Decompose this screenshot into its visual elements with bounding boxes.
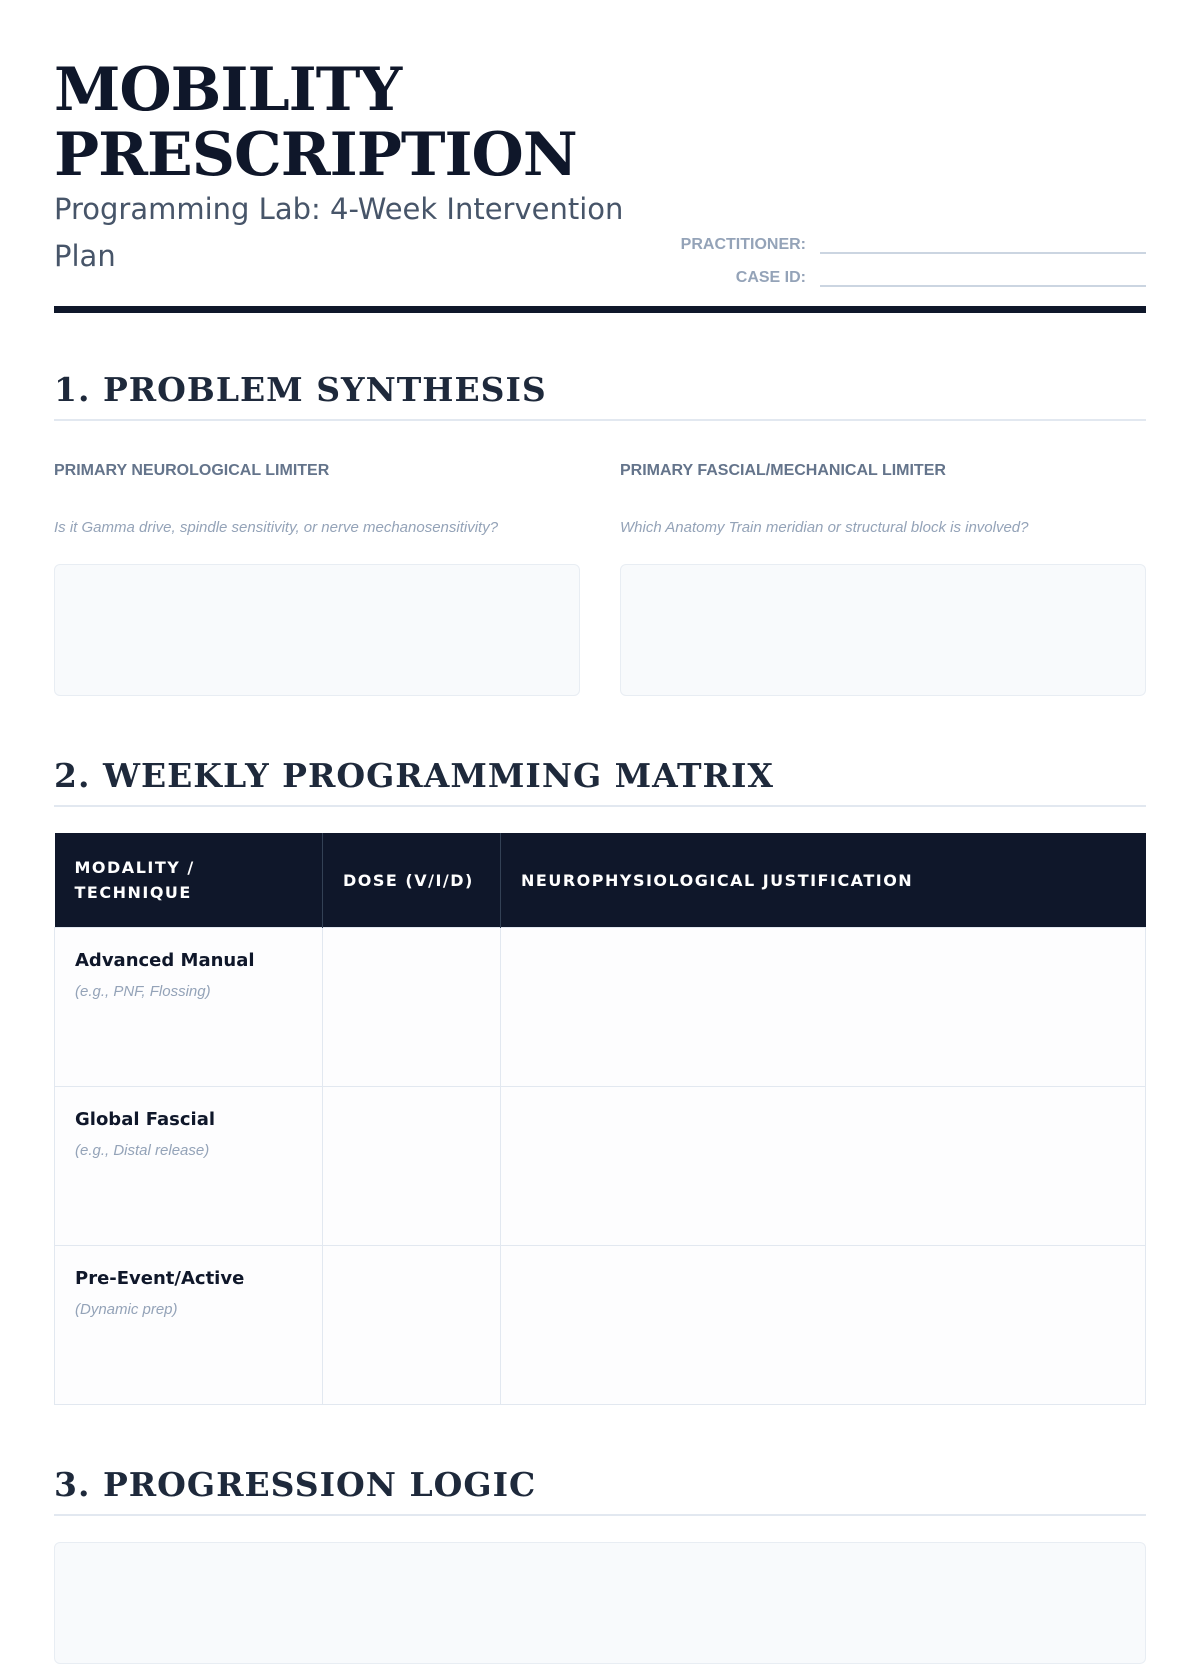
case-id-field[interactable] xyxy=(820,265,1146,287)
modality-name: Pre-Event/Active xyxy=(75,1268,245,1289)
document-subtitle: Programming Lab: 4-Week Intervention Plan xyxy=(54,192,624,273)
progression-logic-input[interactable] xyxy=(54,1542,1146,1664)
title-line-1: MOBILITY xyxy=(54,55,402,125)
fascial-limiter xyxy=(620,461,1146,696)
header-divider xyxy=(54,306,1146,313)
case-id-row xyxy=(676,255,1146,288)
header-justification: NEUROPHYSIOLOGICAL JUSTIFICATION xyxy=(501,833,1146,928)
matrix-header-row xyxy=(55,833,1146,928)
modality-hint: (e.g., PNF, Flossing) xyxy=(75,983,211,1000)
header-dose: DOSE (V/I/D) xyxy=(323,833,501,928)
neuro-limiter-label: PRIMARY NEUROLOGICAL LIMITER xyxy=(54,462,330,479)
section-title-problem-synthesis: 1. PROBLEM SYNTHESIS xyxy=(54,370,1146,421)
justification-cell[interactable] xyxy=(501,1087,1146,1246)
document-header xyxy=(54,0,1146,314)
neuro-limiter-hint: Is it Gamma drive, spindle sensitivity, or nerve mechanosensitivity? xyxy=(54,519,499,536)
title-line-2: PRESCRIPTION xyxy=(54,120,577,190)
problem-synthesis xyxy=(54,461,1146,696)
meta-fields xyxy=(676,222,1146,288)
modality-hint: (e.g., Distal release) xyxy=(75,1142,210,1159)
section-title-progression: 3. PROGRESSION LOGIC xyxy=(54,1465,1146,1516)
justification-cell[interactable] xyxy=(501,928,1146,1087)
practitioner-field[interactable] xyxy=(820,232,1146,254)
modality-name: Global Fascial xyxy=(75,1109,216,1130)
neuro-limiter xyxy=(54,461,580,696)
fascial-limiter-hint: Which Anatomy Train meridian or structural block is involved? xyxy=(620,519,1029,536)
table-row xyxy=(55,1246,1146,1405)
practitioner-row xyxy=(676,222,1146,255)
table-row xyxy=(55,1087,1146,1246)
dose-cell[interactable] xyxy=(323,1087,501,1246)
neuro-limiter-input[interactable] xyxy=(54,564,580,696)
modality-hint: (Dynamic prep) xyxy=(75,1301,178,1318)
fascial-limiter-label: PRIMARY FASCIAL/MECHANICAL LIMITER xyxy=(620,462,946,479)
case-id-label: CASE ID: xyxy=(735,269,806,286)
modality-cell xyxy=(55,1246,323,1405)
programming-matrix xyxy=(54,833,1146,1405)
dose-cell[interactable] xyxy=(323,928,501,1087)
justification-cell[interactable] xyxy=(501,1246,1146,1405)
document-title xyxy=(54,55,577,190)
modality-cell xyxy=(55,1087,323,1246)
fascial-limiter-input[interactable] xyxy=(620,564,1146,696)
modality-name: Advanced Manual xyxy=(75,950,255,971)
section-title-matrix: 2. WEEKLY PROGRAMMING MATRIX xyxy=(54,756,1146,807)
practitioner-label: PRACTITIONER: xyxy=(680,236,806,253)
dose-cell[interactable] xyxy=(323,1246,501,1405)
header-modality: MODALITY / TECHNIQUE xyxy=(55,833,323,928)
modality-cell xyxy=(55,928,323,1087)
table-row xyxy=(55,928,1146,1087)
